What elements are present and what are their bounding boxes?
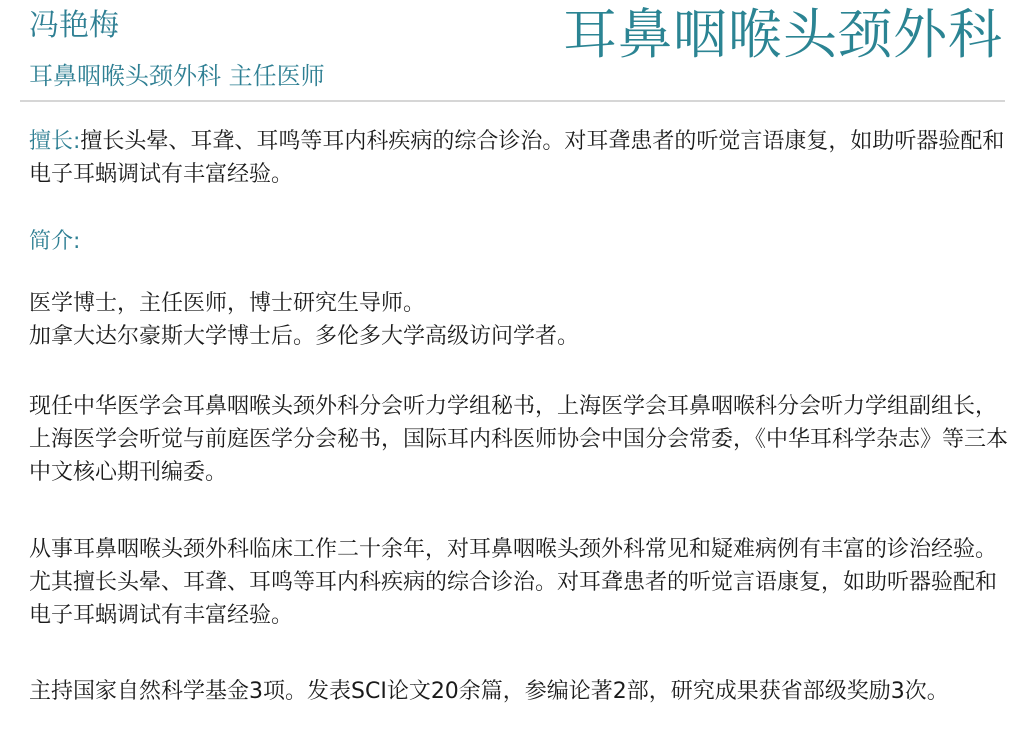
intro-line: 医学博士，主任医师，博士研究生导师。	[29, 291, 426, 316]
department-title: 耳鼻咽喉头颈外科	[563, 3, 1003, 66]
specialty-text: 擅长头晕、耳聋、耳鸣等耳内科疾病的综合诊治。对耳聋患者的听觉言语康复，如助听器验配和电子耳蜗调试有丰富经验。	[29, 129, 1005, 187]
profile-header	[20, 0, 1005, 102]
specialty-section	[29, 125, 1009, 191]
intro-paragraph-credentials	[29, 287, 579, 353]
intro-paragraph-research: 主持国家自然科学基金3项。发表SCI论文20余篇，参编论著2部，研究成果获省部级奖励3次。	[29, 679, 949, 704]
doctor-name: 冯艳梅	[29, 8, 119, 43]
intro-line: 加拿大达尔豪斯大学博士后。多伦多大学高级访问学者。	[29, 324, 580, 349]
intro-paragraph-positions: 现任中华医学会耳鼻咽喉头颈外科分会听力学组秘书，上海医学会耳鼻咽喉科分会听力学组副组长，上海医学会听觉与前庭医学分会秘书，国际耳内科医师协会中国分会常委，《中华耳科学杂志》等三本中文核心期刊编委。	[29, 394, 1009, 485]
intro-paragraph-experience: 从事耳鼻咽喉头颈外科临床工作二十余年，对耳鼻咽喉头颈外科常见和疑难病例有丰富的诊治经验。尤其擅长头晕、耳聋、耳鸣等耳内科疾病的综合诊治。对耳聋患者的听觉言语康复，如助听器验配和电子耳蜗调试有丰富经验。	[29, 537, 998, 628]
doctor-title: 耳鼻咽喉头颈外科 主任医师	[29, 62, 325, 90]
intro-label: 简介:	[29, 229, 81, 254]
specialty-label: 擅长:	[29, 129, 81, 154]
